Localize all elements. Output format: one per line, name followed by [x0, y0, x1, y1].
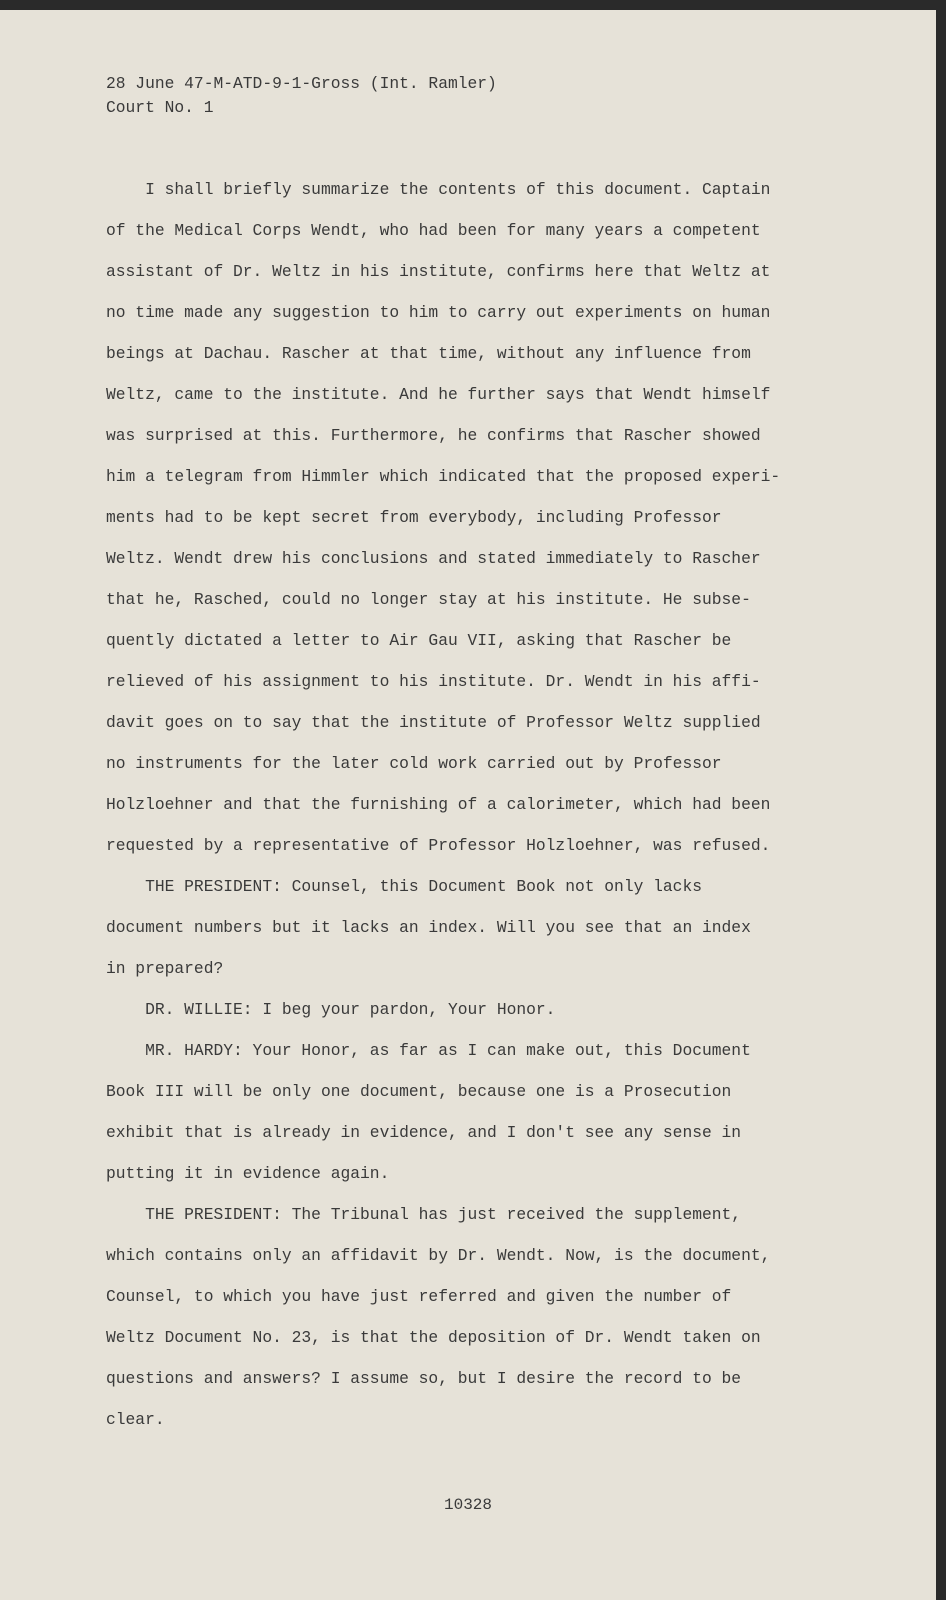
text-line: document numbers but it lacks an index. Will you see that an index [106, 918, 751, 937]
document-header [106, 72, 497, 120]
text-line: beings at Dachau. Rascher at that time, without any influence from [106, 344, 751, 363]
text-line: questions and answers? I assume so, but I desire the record to be [106, 1369, 742, 1388]
text-line: assistant of Dr. Weltz in his institute, confirms here that Weltz at [106, 262, 771, 281]
text-line: putting it in evidence again. [106, 1164, 390, 1183]
header-line-1: 28 June 47-M-ATD-9-1-Gross (Int. Ramler) [106, 74, 497, 93]
text-line: Counsel, to which you have just referred and given the number of [106, 1287, 732, 1306]
text-line: THE PRESIDENT: Counsel, this Document Book not only lacks [106, 877, 702, 896]
text-line: no time made any suggestion to him to carry out experiments on human [106, 303, 771, 322]
text-line: Weltz Document No. 23, is that the deposition of Dr. Wendt taken on [106, 1328, 761, 1347]
text-line: that he, Rasched, could no longer stay at his institute. He subse- [106, 590, 751, 609]
text-line: Weltz. Wendt drew his conclusions and stated immediately to Rascher [106, 549, 761, 568]
document-page [0, 10, 946, 1600]
text-line: ments had to be kept secret from everybody, including Professor [106, 508, 722, 527]
text-line: Weltz, came to the institute. And he further says that Wendt himself [106, 385, 771, 404]
text-line: relieved of his assignment to his institute. Dr. Wendt in his affi- [106, 672, 761, 691]
page-number: 10328 [443, 1496, 492, 1514]
text-line: quently dictated a letter to Air Gau VII, asking that Rascher be [106, 631, 732, 650]
text-line: was surprised at this. Furthermore, he confirms that Rascher showed [106, 426, 761, 445]
text-line: Holzloehner and that the furnishing of a calorimeter, which had been [106, 795, 771, 814]
text-line: DR. WILLIE: I beg your pardon, Your Honor. [106, 1000, 556, 1019]
text-line: I shall briefly summarize the contents of this document. Captain [106, 180, 771, 199]
text-line: in prepared? [106, 959, 224, 978]
text-line: him a telegram from Himmler which indicated that the proposed experi- [106, 467, 781, 486]
text-line: MR. HARDY: Your Honor, as far as I can make out, this Document [106, 1041, 751, 1060]
text-line: requested by a representative of Professor Holzloehner, was refused. [106, 836, 771, 855]
text-line: of the Medical Corps Wendt, who had been for many years a competent [106, 221, 761, 240]
text-line: THE PRESIDENT: The Tribunal has just received the supplement, [106, 1205, 742, 1224]
text-line: no instruments for the later cold work carried out by Professor [106, 754, 722, 773]
header-line-2: Court No. 1 [106, 98, 214, 117]
text-line: Book III will be only one document, because one is a Prosecution [106, 1082, 732, 1101]
text-line: which contains only an affidavit by Dr. Wendt. Now, is the document, [106, 1246, 771, 1265]
text-line: davit goes on to say that the institute of Professor Weltz supplied [106, 713, 761, 732]
text-line: clear. [106, 1410, 165, 1429]
text-line: exhibit that is already in evidence, and I don't see any sense in [106, 1123, 742, 1142]
